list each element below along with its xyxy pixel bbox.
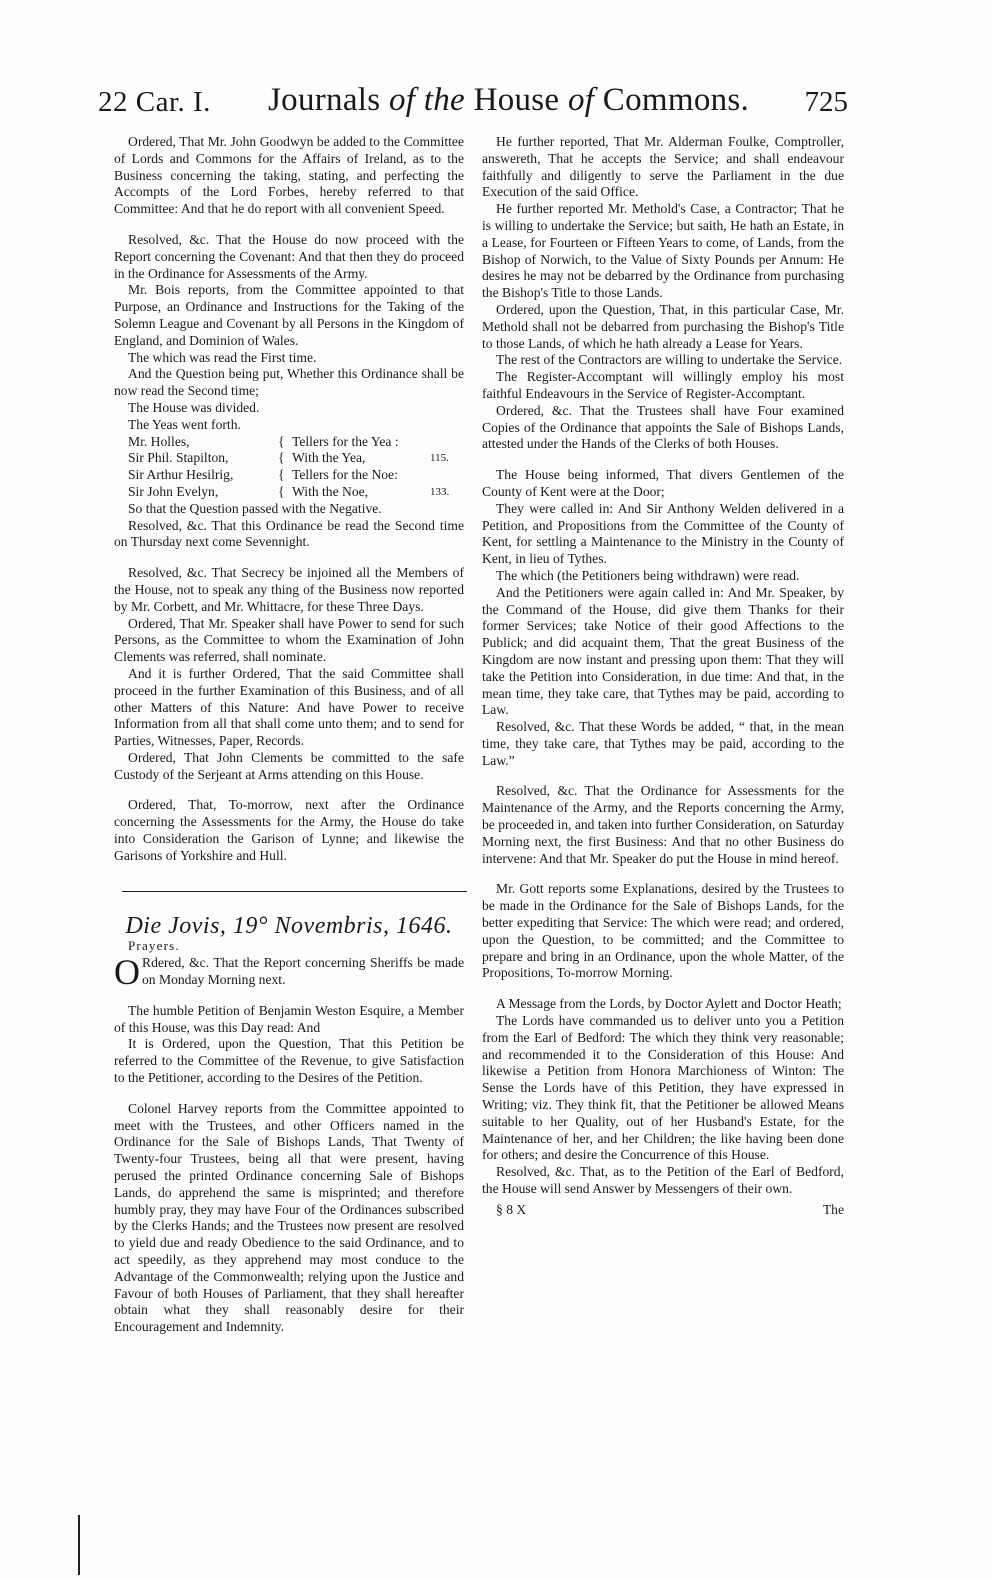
teller-row: Sir John Evelyn, { With the Noe, 133.	[128, 483, 450, 499]
entry-revenue-referral: It is Ordered, upon the Question, That this Petition be referred to the Committee of the Revenue, to give Satisfaction to the Petitioner, according to the Desires of the Petition.	[114, 1036, 464, 1086]
drop-cap: O	[114, 952, 140, 993]
entry-kent-gentlemen: The House being informed, That divers Gentlemen of the County of Kent were at the Door;	[482, 467, 844, 499]
page-footer	[482, 1202, 844, 1219]
right-column	[482, 134, 844, 1219]
prayers-heading: Prayers.	[128, 938, 180, 954]
entry-methold-order: Ordered, upon the Question, That, in this particular Case, Mr. Methold shall not be debarred from purchasing the Bishop's Title to those Lands, of which he hath already a Lease for Years.	[482, 301, 844, 351]
teller-row: Sir Arthur Hesilrig, { Tellers for the Noe:	[128, 467, 398, 483]
binding-edge-mark	[78, 1515, 80, 1575]
entry-second-reading: Resolved, &c. That this Ordinance be read the Second time on Thursday next come Sevennight.	[114, 517, 464, 550]
entry-methold-case: He further reported Mr. Methold's Case, a Contractor; That he is willing to undertake the Service; but saith, He hath an Estate, in a Lease, for Fourteen or Fifteen Years to come, of Lands, from the Bishop of Norwich, to the Value of Sixty Pounds per Annum: He desires he may not be debarred by the Ordinance from purchasing the Bishop's Title to those Lands.	[482, 201, 844, 301]
entry-welden-petition: They were called in: And Sir Anthony Welden delivered in a Petition, and Propositions from the Committee of the County of Kent, for settling a Maintenance to the Ministry in the County of Kent, in lieu of Tythes.	[482, 500, 844, 567]
entry-bedford-answer: Resolved, &c. That, as to the Petition of the Earl of Bedford, the House will send Answer by Messengers of their own.	[482, 1164, 844, 1197]
entry-foulke: He further reported, That Mr. Alderman Foulke, Comptroller, answereth, That he accepts the Service; and shall endeavour faithfully and diligently to serve the Parliament in the due Execution of the said Office.	[482, 134, 844, 200]
entry-speaker-thanks: And the Petitioners were again called in: And Mr. Speaker, by the Command of the House, did give them Thanks for their former Services; take Notice of their good Affections to the Publick; and did acquaint them, That the great Business of the Kingdom are now instant and pressing upon them: That they will take the Petition into Consideration, in due time: And that, in the mean time, they take care, that Tythes may be paid, according to Law.	[482, 584, 844, 718]
entry-petition-read: The which (the Petitioners being withdrawn) were read.	[496, 567, 800, 583]
entry-contractors: The rest of the Contractors are willing to undertake the Service.	[496, 352, 843, 368]
entry-goodwyn: Ordered, That Mr. John Goodwyn be added to the Committee of Lords and Commons for the Affairs of Ireland, as to the Business concerning the taking, stating, and perfecting the Accompts of the Lord Forbes, hereby referred to that Committee: And that he do report with all convenient Speed.	[114, 134, 464, 217]
entry-secrecy: Resolved, &c. That Secrecy be injoined all the Members of the House, not to speak any thing of the Business now reported by Mr. Corbett, and Mr. Whittacre, for these Three Days.	[114, 565, 464, 614]
entry-clements-custody: Ordered, That John Clements be committed to the safe Custody of the Serjeant at Arms attending on this House.	[114, 749, 464, 782]
teller-row: Mr. Holles, { Tellers for the Yea :	[128, 433, 399, 449]
entry-question: And the Question being put, Whether this Ordinance shall be now read the Second time;	[114, 366, 464, 399]
left-column	[114, 134, 464, 1336]
entry-weston-petition: The humble Petition of Benjamin Weston Esquire, a Member of this House, was this Day read: And	[114, 1002, 464, 1035]
tellers-table	[128, 434, 466, 501]
entry-trustees-copies: Ordered, &c. That the Trustees shall have Four examined Copies of the Ordinance that appoints the Sale of Bishops Lands, attested under the Hands of the Clerks of both Houses.	[482, 402, 844, 452]
running-header	[98, 82, 848, 132]
entry-lords-message: A Message from the Lords, by Doctor Aylett and Doctor Heath;	[496, 996, 842, 1012]
entry-yeas-forth: The Yeas went forth.	[128, 416, 241, 432]
section-divider	[122, 891, 467, 892]
regnal-year: 22 Car. I.	[98, 86, 211, 118]
entry-garisons: Ordered, That, To-morrow, next after the Ordinance concerning the Assessments for the Army, the House do take into Consideration the Garison of Lynne; and likewise the Garisons of Yorkshire and Hull.	[114, 797, 464, 863]
catchword: The	[822, 1201, 844, 1217]
entry-gott-report: Mr. Gott reports some Explanations, desired by the Trustees to be made in the Ordinance for the Sale of Bishops Lands, for the better expediting that Service: The which were read; and ordered, upon the Question, to be committed; and the Committee to prepare and bring in an Ordinance, upon the whole Matter, of the Propositions, To-morrow Morning.	[482, 881, 844, 981]
entry-divided: The House was divided.	[128, 399, 260, 415]
entry-first-reading: The which was read the First time.	[128, 349, 317, 365]
signature-mark: § 8 X	[496, 1201, 527, 1217]
teller-row: Sir Phil. Stapilton, { With the Yea, 115.	[128, 450, 449, 466]
entry-speaker-power: Ordered, That Mr. Speaker shall have Power to send for such Persons, as the Committee to whom the Examination of John Clements was referred, shall nominate.	[114, 615, 464, 665]
entry-sheriffs: O Rdered, &c. That the Report concerning Sheriffs be made on Monday Morning next.	[114, 952, 464, 993]
entry-negative: So that the Question passed with the Negative.	[128, 500, 382, 516]
entry-bedford-petition: The Lords have commanded us to deliver unto you a Petition from the Earl of Bedford: The which they think very reasonable; and recommended it to the Consideration of this House: And likewise a Petition from Honora Marchioness of Winton: The Sense the Lords have of this Petition, they have expressed in Writing; viz. They think fit, that the Petitioner be allowed Means suitable to her Quality, out of her Husband's Estate, for the Maintenance of her, and her Children; the like having been done for others; and desire the Concurrence of this House.	[482, 1013, 844, 1163]
page-number: 725	[804, 86, 848, 118]
day-heading: Die Jovis, 19° Novembris, 1646.	[125, 912, 453, 939]
entry-register-accomptant: The Register-Accomptant will willingly employ his most faithful Endeavours in the Service of Register-Accomptant.	[482, 369, 844, 401]
journal-title: Journals of the House of Commons.	[268, 82, 750, 118]
entry-army-assessments: Resolved, &c. That the Ordinance for Assessments for the Maintenance of the Army, and the Reports concerning the Army, be proceeded in, and taken into further Consideration, on Saturday Morning next, the first Business: And that no other Business do intervene: And that Mr. Speaker do put the House in mind hereof.	[482, 783, 845, 866]
entry-harvey-report: Colonel Harvey reports from the Committee appointed to meet with the Trustees, and other Officers named in the Ordinance for the Sale of Bishops Lands, That Twenty of Twenty-four Trustees, being all that were present, having perused the printed Ordinance concerning Sale of Bishops Lands, do apprehend the same is misprinted; and therefore humbly pray, they may have Four of the Ordinances subscribed by the Clerks Hands; and the Trustees now present are resolved to yield due and ready Obedience to the said Ordinance, and to act speedily, as they apprehend may most conduce to the Advantage of the Commonwealth; relying upon the Justice and Favour of both Houses of Parliament, that they shall hereafter obtain what they shall reasonably desire for their Encouragement and Indemnity.	[114, 1100, 464, 1335]
entry-bois-report: Mr. Bois reports, from the Committee appointed to that Purpose, an Ordinance and Instructions for the Taking of the Solemn League and Covenant by all Persons in the Kingdom of England, and Dominion of Wales.	[114, 282, 464, 348]
entry-covenant-report: Resolved, &c. That the House do now proceed with the Report concerning the Covenant: And that then they do proceed in the Ordinance for Assessments of the Army.	[114, 231, 464, 281]
entry-tythes-words: Resolved, &c. That these Words be added, “ that, in the mean time, they take care, that Tythes may be paid, according to the Law.”	[482, 719, 844, 768]
entry-further-examination: And it is further Ordered, That the said Committee shall proceed in the further Examination of this Business, and of all other Matters of this Nature: And have Power to receive Information from all that shall come unto them; and to send for Parties, Witnesses, Paper, Records.	[114, 665, 464, 749]
